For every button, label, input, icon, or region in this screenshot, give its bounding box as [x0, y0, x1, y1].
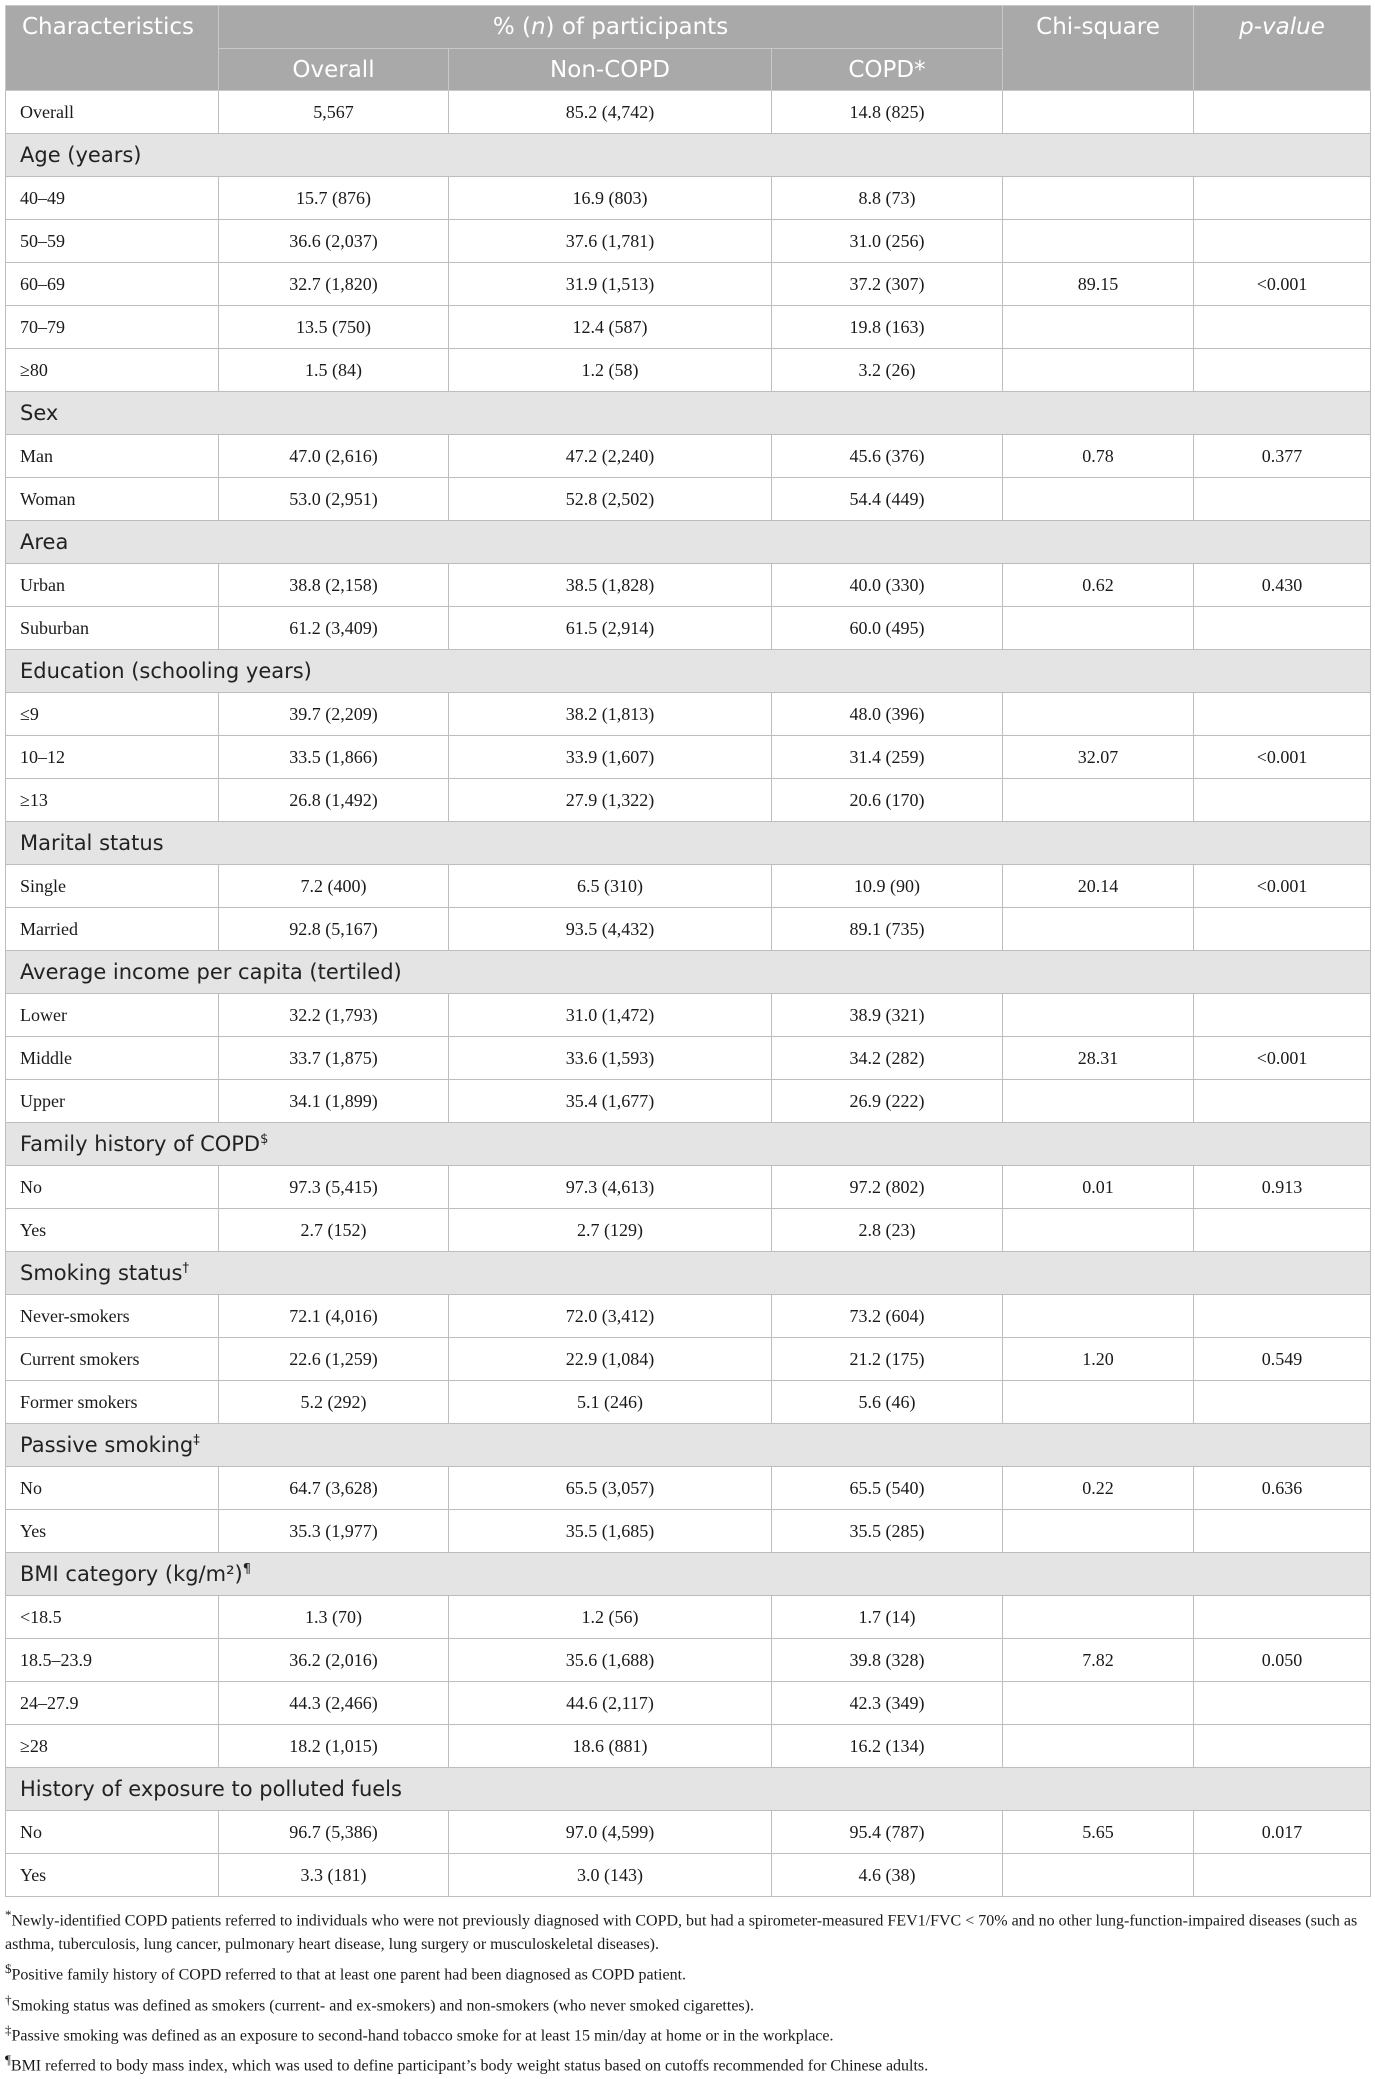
table-row — [6, 435, 1371, 478]
cell-overall: 38.8 (2,158) — [219, 564, 449, 607]
footnote — [5, 1957, 1370, 1987]
table-body — [6, 91, 1371, 1897]
cell-overall: 22.6 (1,259) — [219, 1338, 449, 1381]
cell-copd: 42.3 (349) — [772, 1682, 1003, 1725]
cell-copd: 14.8 (825) — [772, 91, 1003, 134]
table-row — [6, 908, 1371, 951]
cell-overall: 36.2 (2,016) — [219, 1639, 449, 1682]
cell-chi-square — [1003, 1682, 1194, 1725]
table-row — [6, 349, 1371, 392]
footnote-text: Newly-identified COPD patients referred to individuals who were not previously diagnosed with COPD, but had a spirometer-measured FEV1/FVC < 70% and no other lung-function-impaired diseases (such as asthma, tuberculosis, lung cancer, pulmonary heart disease, lung surgery or musculoskeletal diseases). — [5, 1912, 1358, 1954]
cell-chi-square: 0.01 — [1003, 1166, 1194, 1209]
cell-p-value: 0.430 — [1194, 564, 1371, 607]
cell-p-value — [1194, 1295, 1371, 1338]
characteristics-table — [5, 5, 1371, 1897]
table-row — [6, 1854, 1371, 1897]
section-title-text: BMI category (kg/m²) — [20, 1562, 243, 1586]
cell-copd: 8.8 (73) — [772, 177, 1003, 220]
cell-chi-square — [1003, 994, 1194, 1037]
section-title — [6, 1768, 1371, 1811]
cell-p-value: <0.001 — [1194, 736, 1371, 779]
header-overall: Overall — [219, 49, 449, 91]
cell-copd: 1.7 (14) — [772, 1596, 1003, 1639]
header-p-value-text: p-value — [1239, 14, 1325, 40]
cell-non-copd: 35.5 (1,685) — [449, 1510, 772, 1553]
cell-copd: 89.1 (735) — [772, 908, 1003, 951]
cell-copd: 5.6 (46) — [772, 1381, 1003, 1424]
cell-chi-square: 32.07 — [1003, 736, 1194, 779]
footnote — [5, 2018, 1370, 2048]
cell-chi-square: 5.65 — [1003, 1811, 1194, 1854]
cell-non-copd: 22.9 (1,084) — [449, 1338, 772, 1381]
cell-chi-square — [1003, 177, 1194, 220]
section-header-row — [6, 1252, 1371, 1295]
cell-copd: 73.2 (604) — [772, 1295, 1003, 1338]
cell-copd: 26.9 (222) — [772, 1080, 1003, 1123]
cell-p-value: 0.636 — [1194, 1467, 1371, 1510]
section-title — [6, 521, 1371, 564]
row-label: No — [6, 1166, 219, 1209]
cell-p-value — [1194, 1080, 1371, 1123]
section-title — [6, 1252, 1371, 1295]
header-characteristics: Characteristics — [6, 6, 219, 91]
cell-copd: 3.2 (26) — [772, 349, 1003, 392]
cell-non-copd: 52.8 (2,502) — [449, 478, 772, 521]
table-row — [6, 1811, 1371, 1854]
cell-non-copd: 6.5 (310) — [449, 865, 772, 908]
footnote — [5, 2048, 1370, 2078]
cell-overall: 3.3 (181) — [219, 1854, 449, 1897]
section-title-text: Sex — [20, 401, 59, 425]
cell-chi-square — [1003, 908, 1194, 951]
table-row — [6, 1682, 1371, 1725]
section-header-row — [6, 951, 1371, 994]
cell-overall: 72.1 (4,016) — [219, 1295, 449, 1338]
cell-overall: 53.0 (2,951) — [219, 478, 449, 521]
table-row — [6, 564, 1371, 607]
cell-overall: 92.8 (5,167) — [219, 908, 449, 951]
cell-p-value — [1194, 607, 1371, 650]
cell-copd: 39.8 (328) — [772, 1639, 1003, 1682]
header-non-copd: Non-COPD — [449, 49, 772, 91]
cell-non-copd: 35.4 (1,677) — [449, 1080, 772, 1123]
table-row — [6, 865, 1371, 908]
row-label: No — [6, 1467, 219, 1510]
cell-chi-square — [1003, 1596, 1194, 1639]
cell-chi-square — [1003, 693, 1194, 736]
cell-chi-square — [1003, 91, 1194, 134]
row-label: Never-smokers — [6, 1295, 219, 1338]
section-title-text: Smoking status — [20, 1261, 183, 1285]
section-title — [6, 822, 1371, 865]
cell-chi-square: 7.82 — [1003, 1639, 1194, 1682]
cell-p-value — [1194, 693, 1371, 736]
header-p-value — [1194, 6, 1371, 91]
cell-chi-square — [1003, 349, 1194, 392]
header-copd: COPD* — [772, 49, 1003, 91]
cell-non-copd: 47.2 (2,240) — [449, 435, 772, 478]
cell-non-copd: 3.0 (143) — [449, 1854, 772, 1897]
cell-p-value — [1194, 306, 1371, 349]
row-label: Yes — [6, 1209, 219, 1252]
cell-chi-square: 20.14 — [1003, 865, 1194, 908]
cell-non-copd: 12.4 (587) — [449, 306, 772, 349]
section-title — [6, 134, 1371, 177]
cell-non-copd: 97.0 (4,599) — [449, 1811, 772, 1854]
cell-p-value: <0.001 — [1194, 1037, 1371, 1080]
row-label: ≥80 — [6, 349, 219, 392]
section-title-text: Passive smoking — [20, 1433, 194, 1457]
header-participants-n: n — [530, 14, 546, 40]
cell-overall: 61.2 (3,409) — [219, 607, 449, 650]
cell-p-value: 0.050 — [1194, 1639, 1371, 1682]
cell-p-value: 0.549 — [1194, 1338, 1371, 1381]
cell-overall: 97.3 (5,415) — [219, 1166, 449, 1209]
header-participants — [219, 6, 1003, 49]
cell-non-copd: 27.9 (1,322) — [449, 779, 772, 822]
cell-non-copd: 44.6 (2,117) — [449, 1682, 772, 1725]
cell-non-copd: 97.3 (4,613) — [449, 1166, 772, 1209]
cell-overall: 64.7 (3,628) — [219, 1467, 449, 1510]
cell-overall: 1.5 (84) — [219, 349, 449, 392]
cell-overall: 39.7 (2,209) — [219, 693, 449, 736]
section-title-text: Average income per capita (tertiled) — [20, 960, 402, 984]
cell-copd: 38.9 (321) — [772, 994, 1003, 1037]
cell-p-value — [1194, 349, 1371, 392]
footnote-mark: † — [5, 1991, 12, 2007]
row-label: 18.5–23.9 — [6, 1639, 219, 1682]
cell-p-value — [1194, 220, 1371, 263]
cell-chi-square — [1003, 220, 1194, 263]
cell-p-value: <0.001 — [1194, 263, 1371, 306]
row-label: ≥28 — [6, 1725, 219, 1768]
footnotes — [5, 1903, 1370, 2079]
cell-p-value — [1194, 908, 1371, 951]
row-label: Former smokers — [6, 1381, 219, 1424]
section-header-row — [6, 1424, 1371, 1467]
table-row — [6, 994, 1371, 1037]
cell-non-copd: 35.6 (1,688) — [449, 1639, 772, 1682]
cell-overall: 1.3 (70) — [219, 1596, 449, 1639]
cell-overall: 13.5 (750) — [219, 306, 449, 349]
cell-copd: 37.2 (307) — [772, 263, 1003, 306]
footnote-text: Passive smoking was defined as an exposure to second-hand tobacco smoke for at least 15 min/day at home or in the workplace. — [11, 2027, 834, 2045]
cell-overall: 18.2 (1,015) — [219, 1725, 449, 1768]
section-title-text: Family history of COPD — [20, 1132, 261, 1156]
cell-p-value — [1194, 1725, 1371, 1768]
cell-non-copd: 31.9 (1,513) — [449, 263, 772, 306]
cell-non-copd: 33.9 (1,607) — [449, 736, 772, 779]
section-header-row — [6, 650, 1371, 693]
cell-non-copd: 38.5 (1,828) — [449, 564, 772, 607]
section-title-text: Age (years) — [20, 143, 142, 167]
row-label: Suburban — [6, 607, 219, 650]
table-row — [6, 1209, 1371, 1252]
section-title — [6, 1424, 1371, 1467]
row-label: Yes — [6, 1854, 219, 1897]
table-row — [6, 1037, 1371, 1080]
table-row — [6, 220, 1371, 263]
cell-chi-square — [1003, 478, 1194, 521]
cell-overall: 36.6 (2,037) — [219, 220, 449, 263]
cell-copd: 20.6 (170) — [772, 779, 1003, 822]
cell-copd: 65.5 (540) — [772, 1467, 1003, 1510]
cell-copd: 4.6 (38) — [772, 1854, 1003, 1897]
row-label: 10–12 — [6, 736, 219, 779]
cell-non-copd: 18.6 (881) — [449, 1725, 772, 1768]
row-label: No — [6, 1811, 219, 1854]
cell-copd: 95.4 (787) — [772, 1811, 1003, 1854]
section-footnote-mark: † — [182, 1261, 189, 1276]
table-row — [6, 607, 1371, 650]
section-title — [6, 951, 1371, 994]
row-label: 40–49 — [6, 177, 219, 220]
row-label: <18.5 — [6, 1596, 219, 1639]
cell-copd: 31.0 (256) — [772, 220, 1003, 263]
table-row — [6, 1467, 1371, 1510]
table-row — [6, 1381, 1371, 1424]
table-row — [6, 1080, 1371, 1123]
cell-p-value: 0.017 — [1194, 1811, 1371, 1854]
cell-chi-square — [1003, 1381, 1194, 1424]
cell-overall: 15.7 (876) — [219, 177, 449, 220]
cell-copd: 60.0 (495) — [772, 607, 1003, 650]
section-title-text: Marital status — [20, 831, 164, 855]
table-row — [6, 693, 1371, 736]
header-chi-square: Chi-square — [1003, 6, 1194, 91]
cell-overall: 34.1 (1,899) — [219, 1080, 449, 1123]
cell-chi-square — [1003, 1510, 1194, 1553]
footnote-text: Smoking status was defined as smokers (current- and ex-smokers) and non-smokers (who never smoked cigarettes). — [11, 1996, 754, 2014]
cell-overall: 7.2 (400) — [219, 865, 449, 908]
footnote-mark: ‡ — [5, 2021, 12, 2037]
row-label: Upper — [6, 1080, 219, 1123]
cell-p-value — [1194, 1854, 1371, 1897]
cell-p-value: <0.001 — [1194, 865, 1371, 908]
cell-non-copd: 72.0 (3,412) — [449, 1295, 772, 1338]
section-title — [6, 1123, 1371, 1166]
cell-p-value — [1194, 1682, 1371, 1725]
cell-non-copd: 2.7 (129) — [449, 1209, 772, 1252]
row-label: Lower — [6, 994, 219, 1037]
cell-chi-square — [1003, 1080, 1194, 1123]
section-footnote-mark: ¶ — [242, 1562, 251, 1577]
row-label: Overall — [6, 91, 219, 134]
cell-copd: 34.2 (282) — [772, 1037, 1003, 1080]
cell-p-value — [1194, 1510, 1371, 1553]
cell-non-copd: 1.2 (58) — [449, 349, 772, 392]
cell-overall: 26.8 (1,492) — [219, 779, 449, 822]
table-row — [6, 177, 1371, 220]
section-title-text: Education (schooling years) — [20, 659, 312, 683]
section-header-row — [6, 134, 1371, 177]
row-label: Urban — [6, 564, 219, 607]
row-label: 50–59 — [6, 220, 219, 263]
cell-overall: 33.7 (1,875) — [219, 1037, 449, 1080]
row-label: Middle — [6, 1037, 219, 1080]
cell-copd: 45.6 (376) — [772, 435, 1003, 478]
cell-copd: 31.4 (259) — [772, 736, 1003, 779]
footnote-text: Positive family history of COPD referred to that at least one parent had been diagnosed as COPD patient. — [11, 1966, 687, 1984]
footnote-text: BMI referred to body mass index, which was used to define participant’s body weight status based on cutoffs recommended for Chinese adults. — [10, 2057, 929, 2075]
footnote-mark: $ — [5, 1961, 12, 1977]
section-title — [6, 650, 1371, 693]
cell-chi-square — [1003, 607, 1194, 650]
section-footnote-mark: ‡ — [193, 1433, 200, 1448]
table-row — [6, 478, 1371, 521]
cell-non-copd: 38.2 (1,813) — [449, 693, 772, 736]
table-row — [6, 1725, 1371, 1768]
cell-non-copd: 31.0 (1,472) — [449, 994, 772, 1037]
cell-copd: 54.4 (449) — [772, 478, 1003, 521]
cell-p-value — [1194, 177, 1371, 220]
cell-non-copd: 65.5 (3,057) — [449, 1467, 772, 1510]
cell-non-copd: 5.1 (246) — [449, 1381, 772, 1424]
cell-copd: 2.8 (23) — [772, 1209, 1003, 1252]
section-header-row — [6, 521, 1371, 564]
cell-overall: 2.7 (152) — [219, 1209, 449, 1252]
cell-copd: 40.0 (330) — [772, 564, 1003, 607]
row-label: Married — [6, 908, 219, 951]
cell-overall: 96.7 (5,386) — [219, 1811, 449, 1854]
table-row — [6, 1596, 1371, 1639]
cell-copd: 21.2 (175) — [772, 1338, 1003, 1381]
section-header-row — [6, 1123, 1371, 1166]
section-header-row — [6, 1553, 1371, 1596]
cell-copd: 97.2 (802) — [772, 1166, 1003, 1209]
cell-p-value — [1194, 779, 1371, 822]
row-label: Yes — [6, 1510, 219, 1553]
cell-non-copd: 33.6 (1,593) — [449, 1037, 772, 1080]
cell-p-value: 0.377 — [1194, 435, 1371, 478]
cell-p-value — [1194, 91, 1371, 134]
cell-non-copd: 85.2 (4,742) — [449, 91, 772, 134]
cell-overall: 5.2 (292) — [219, 1381, 449, 1424]
cell-overall: 33.5 (1,866) — [219, 736, 449, 779]
footnote — [5, 1903, 1370, 1957]
table-row — [6, 1166, 1371, 1209]
footnote — [5, 1988, 1370, 2018]
footnote-mark: ¶ — [5, 2052, 11, 2068]
table-row — [6, 736, 1371, 779]
cell-overall: 32.2 (1,793) — [219, 994, 449, 1037]
cell-chi-square: 28.31 — [1003, 1037, 1194, 1080]
cell-overall: 44.3 (2,466) — [219, 1682, 449, 1725]
row-label: 24–27.9 — [6, 1682, 219, 1725]
cell-non-copd: 61.5 (2,914) — [449, 607, 772, 650]
table-row — [6, 1510, 1371, 1553]
footnote-mark: * — [5, 1907, 12, 1922]
cell-p-value — [1194, 1209, 1371, 1252]
cell-chi-square: 0.78 — [1003, 435, 1194, 478]
table-row — [6, 1338, 1371, 1381]
section-header-row — [6, 392, 1371, 435]
table-row — [6, 1295, 1371, 1338]
cell-non-copd: 37.6 (1,781) — [449, 220, 772, 263]
cell-copd: 35.5 (285) — [772, 1510, 1003, 1553]
row-label: ≥13 — [6, 779, 219, 822]
row-label: ≤9 — [6, 693, 219, 736]
section-title — [6, 1553, 1371, 1596]
cell-copd: 10.9 (90) — [772, 865, 1003, 908]
cell-chi-square — [1003, 779, 1194, 822]
cell-chi-square: 89.15 — [1003, 263, 1194, 306]
cell-overall: 5,567 — [219, 91, 449, 134]
cell-chi-square — [1003, 306, 1194, 349]
header-participants-pre: % ( — [492, 14, 531, 40]
cell-chi-square: 0.62 — [1003, 564, 1194, 607]
table-row — [6, 306, 1371, 349]
cell-p-value — [1194, 1381, 1371, 1424]
cell-copd: 16.2 (134) — [772, 1725, 1003, 1768]
cell-chi-square: 1.20 — [1003, 1338, 1194, 1381]
row-label: Single — [6, 865, 219, 908]
row-label: Man — [6, 435, 219, 478]
cell-non-copd: 16.9 (803) — [449, 177, 772, 220]
cell-p-value — [1194, 478, 1371, 521]
cell-chi-square — [1003, 1209, 1194, 1252]
cell-p-value — [1194, 994, 1371, 1037]
row-label: Current smokers — [6, 1338, 219, 1381]
cell-non-copd: 93.5 (4,432) — [449, 908, 772, 951]
cell-chi-square: 0.22 — [1003, 1467, 1194, 1510]
table-row — [6, 263, 1371, 306]
cell-overall: 32.7 (1,820) — [219, 263, 449, 306]
cell-overall: 47.0 (2,616) — [219, 435, 449, 478]
cell-copd: 19.8 (163) — [772, 306, 1003, 349]
row-label: 70–79 — [6, 306, 219, 349]
cell-chi-square — [1003, 1725, 1194, 1768]
cell-chi-square — [1003, 1854, 1194, 1897]
cell-overall: 35.3 (1,977) — [219, 1510, 449, 1553]
section-footnote-mark: $ — [260, 1132, 269, 1147]
row-label: Woman — [6, 478, 219, 521]
section-header-row — [6, 822, 1371, 865]
cell-p-value — [1194, 1596, 1371, 1639]
cell-non-copd: 1.2 (56) — [449, 1596, 772, 1639]
table-row — [6, 91, 1371, 134]
section-header-row — [6, 1768, 1371, 1811]
header-participants-post: ) of participants — [545, 14, 729, 40]
section-title-text: History of exposure to polluted fuels — [20, 1777, 402, 1801]
table-row — [6, 779, 1371, 822]
table-row — [6, 1639, 1371, 1682]
cell-copd: 48.0 (396) — [772, 693, 1003, 736]
section-title — [6, 392, 1371, 435]
table-container — [5, 5, 1370, 2079]
cell-p-value: 0.913 — [1194, 1166, 1371, 1209]
row-label: 60–69 — [6, 263, 219, 306]
cell-chi-square — [1003, 1295, 1194, 1338]
section-title-text: Area — [20, 530, 69, 554]
